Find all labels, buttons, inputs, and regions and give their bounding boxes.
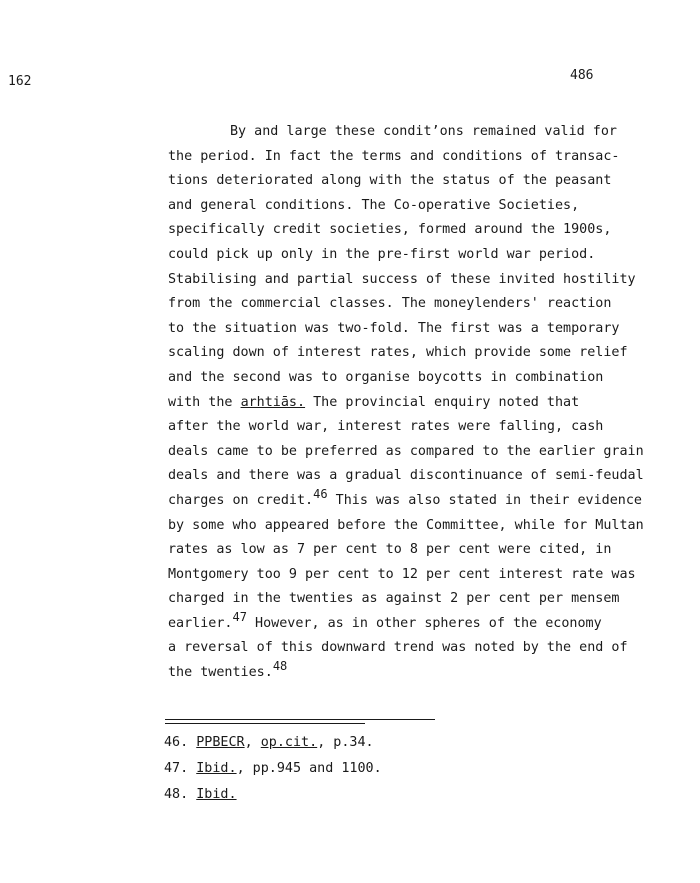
footnote-separator: , [244,735,261,750]
text-line: after the world war, interest rates were falling, cash [168,419,604,435]
footnote-text: , pp.945 and 1100. [236,761,382,776]
footnote-46 [164,730,382,756]
text-line: scaling down of interest rates, which provide some relief [168,345,628,361]
footnote-source: PPBECR [196,735,245,750]
text-segment: However, as in other spheres of the economy [246,615,602,631]
footnote-ref-47: 47 [232,609,247,624]
text-line [168,661,668,686]
text-segment: earlier. [168,615,233,631]
text-line: and the second was to organise boycotts in combination [168,369,604,385]
footnote-47 [164,756,382,782]
text-line: deals and there was a gradual discontinuance of semi-feudal [168,468,644,484]
text-line: tions deteriorated along with the status of the peasant [168,173,612,189]
text-line: rates as low as 7 per cent to 8 per cent were cited, in [168,542,612,558]
text-segment: the twenties. [168,665,273,681]
text-line: and general conditions. The Co-operative Societies, [168,197,580,213]
text-segment: The provincial enquiry noted that [305,394,580,410]
text-line: Montgomery too 9 per cent to 12 per cent interest rate was [168,566,636,582]
footnote-text: , p.34. [317,735,374,750]
text-segment: charges on credit. [168,492,314,508]
text-line: a reversal of this downward trend was noted by the end of [168,640,628,656]
footnote-number: 47. [164,761,197,776]
text-line: to the situation was two-fold. The first was a temporary [168,320,620,336]
footnote-divider-short [165,723,365,724]
text-line: could pick up only in the pre-first world war period. [168,246,596,262]
footnote-ref-46: 46 [313,486,328,501]
footnote-source: Ibid. [196,787,237,802]
footnotes [164,730,382,808]
term-arhtias: arhtiās. [240,394,306,410]
text-segment: This was also stated in their evidence [327,492,642,508]
text-line: specifically credit societies, formed around the 1900s, [168,222,612,238]
footnote-number: 46. [164,735,197,750]
footnote-divider [165,719,435,720]
footnote-number: 48. [164,787,197,802]
page-number-left: 162 [8,74,32,89]
text-line [168,391,668,416]
text-line [168,486,668,514]
text-line: the period. In fact the terms and conditions of transac- [168,148,620,164]
footnote-op-cit: op.cit. [260,735,318,750]
text-segment: with the [168,394,241,410]
text-line: deals came to be preferred as compared to the earlier grain [168,443,644,459]
text-line: Stabilising and partial success of these invited hostility [168,271,636,287]
text-line: charged in the twenties as against 2 per cent per mensem [168,591,620,607]
body-text [168,120,668,686]
text-line [168,609,668,637]
footnote-source: Ibid. [196,761,237,776]
footnote-ref-48: 48 [272,659,288,674]
text-line: from the commercial classes. The moneylenders' reaction [168,296,612,312]
text-line: by some who appeared before the Committee, while for Multan [168,517,644,533]
footnote-48 [164,782,382,808]
page-number-right: 486 [570,68,594,83]
text-line: By and large these condit’ons remained valid for [230,124,617,139]
